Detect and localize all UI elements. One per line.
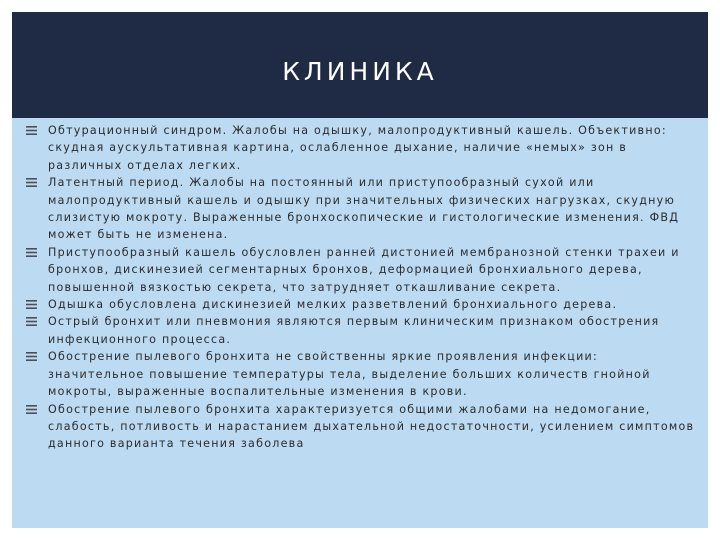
slide-title: КЛИНИКА <box>282 56 438 86</box>
title-band <box>12 12 708 118</box>
bullet-item <box>26 244 696 296</box>
hamburger-bullet-icon <box>26 247 37 258</box>
hamburger-bullet-icon <box>26 316 37 327</box>
bullet-item <box>26 296 696 313</box>
bullet-item <box>26 313 696 348</box>
bullet-item <box>26 174 696 244</box>
hamburger-bullet-icon <box>26 125 37 136</box>
bullet-text: Обострение пылевого бронхита характеризуется общими жалобами на недомогание, слабость, потливость и нарастанием дыхательной недостаточности, усилением симптомов данного варианта течения заболева <box>48 402 695 451</box>
bullet-item <box>26 122 696 174</box>
bullet-text: Обтурационный синдром. Жалобы на одышку, малопродуктивный кашель. Объективно: скудная аускультативная картина, ослабленное дыхание, наличие «немых» зон в различных отделах легких. <box>48 124 667 172</box>
hamburger-bullet-icon <box>26 351 37 362</box>
hamburger-bullet-icon <box>26 299 37 310</box>
bullet-item <box>26 348 696 400</box>
bullet-text: Латентный период. Жалобы на постоянный или приступообразный сухой или малопродуктивный кашель и одышку при значительных физических нагрузках, скудную слизистую мокроту. Выраженные бронхоскопические и гистологические изменения. ФВД может быть не изменена. <box>48 176 680 242</box>
bullet-text: Острый бронхит или пневмония являются первым клиническим признаком обострения инфекционного процесса. <box>48 315 660 346</box>
hamburger-bullet-icon <box>26 404 37 415</box>
slide <box>12 12 708 528</box>
bullet-text: Одышка обусловлена дискинезией мелких разветвлений бронхиального дерева. <box>48 298 618 312</box>
bullet-list <box>26 122 696 453</box>
hamburger-bullet-icon <box>26 177 37 188</box>
bullet-text: Приступообразный кашель обусловлен ранней дистонией мембранозной стенки трахеи и бронхов, дискинезией сегментарных бронхов, деформацией бронхиального дерева, повышенной вязкостью секрета, что затрудняет откашливание секрета. <box>48 245 680 294</box>
bullet-text: Обострение пылевого бронхита не свойственны яркие проявления инфекции: значительное повышение температуры тела, выделение больших количеств гнойной мокроты, выраженные воспалительные изменения в крови. <box>48 350 651 399</box>
bullet-item <box>26 401 696 453</box>
